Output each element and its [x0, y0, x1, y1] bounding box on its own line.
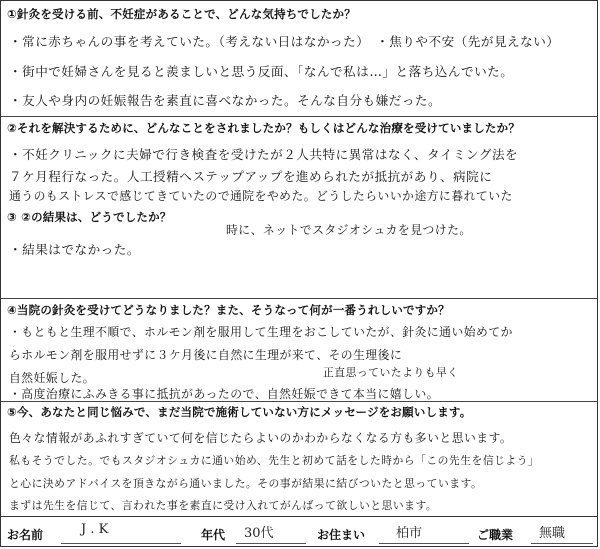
- address-value: 柏市: [396, 526, 423, 541]
- respondent-info-bar: [1, 516, 597, 549]
- answer-4-line-1: ・もともと生理不順で、ホルモン剤を服用して生理をおこしていたが、針灸に通い始めてか: [9, 325, 513, 339]
- answer-2-line-1: ・不妊クリニックに夫婦で行き検査を受けたが２人共特に異常はなく、タイミング法を: [9, 147, 519, 162]
- question-5-title: ⑤今、あなたと同じ悩みで、まだ当院で施術していない方にメッセージをお願いします。: [7, 405, 472, 419]
- section-divider: [1, 298, 597, 299]
- age-value: 30代: [244, 526, 274, 541]
- answer-2-line-2: ７ケ月程行なった。人工授精へステップアップを進められたが抵抗があり、病院に: [9, 169, 493, 184]
- name-underline: [61, 543, 181, 544]
- answer-4-line-3: 自然妊娠した。: [9, 371, 96, 385]
- section-divider: [1, 401, 597, 402]
- age-underline: [236, 543, 306, 544]
- answer-5-line-2: 私もそうでした。でもスタジオシュカに通い始め、先生と初めて話をした時から「この先生を信じよう」: [9, 454, 540, 467]
- answer-3-line-1: ・結果はでなかった。: [9, 242, 140, 257]
- answer-2-line-4: 時に、ネットでスタジオシュカを見つけた。: [226, 223, 472, 237]
- answer-4-insertion: 正直思っていたよりも早く: [323, 366, 459, 379]
- occupation-label: ご職業: [477, 528, 514, 542]
- answer-1-line-1: ・常に赤ちゃんの事を考えていた。（考えない日はなかった） ・焦りや不安（先が見えない）: [9, 34, 560, 49]
- question-3-title: ③ ②の結果は、どうでしたか？: [7, 210, 172, 224]
- section-divider: [1, 116, 597, 117]
- occupation-underline: [531, 543, 593, 544]
- question-1-title: ①針灸を受ける前、不妊症があることで、どんな気持ちでしたか？: [7, 7, 356, 21]
- occupation-value: 無職: [539, 526, 566, 541]
- answer-5-line-4: まずは先生を信じて、言われた事を素直に受け入れてがんばって欲しいと思います。: [9, 499, 438, 512]
- name-value: J . K: [81, 522, 109, 537]
- question-4-title: ④当院の針灸を受けてどうなりました？また、そうなって何が一番うれしいですか？: [7, 303, 450, 317]
- address-label: お住まい: [317, 528, 366, 542]
- answer-4-line-2: らホルモン剤を服用せずに３ケ月後に自然に生理が来て、その生理後に: [9, 348, 403, 362]
- name-label: お名前: [7, 528, 44, 542]
- answer-2-line-3: 通うのもストレスで感じてきていたので通院をやめた。どうしたらいいか途方に暮れていた: [9, 189, 513, 203]
- answer-1-line-3: ・友人や身内の妊娠報告を素直に喜べなかった。そんな自分も嫌だった。: [9, 93, 442, 108]
- answer-1-line-2: ・街中で妊婦さんを見ると羨ましいと思う反面、「なんで私は…」と落ち込んでいた。: [9, 64, 514, 79]
- age-label: 年代: [201, 528, 226, 542]
- question-2-title: ②それを解決するために、どんなことをされましたか？もしくはどんな治療を受けていましたか？: [7, 121, 521, 135]
- answer-5-line-1: 色々な情報があふれすぎていて何を信じたらよいのかわからなくなる方も多いと思います。: [9, 431, 513, 445]
- address-underline: [379, 543, 469, 544]
- answer-5-line-3: と心に決めアドバイスを頂きながら通いました。その事が結果に結びついたと思っています。: [9, 477, 483, 490]
- answer-4-line-4: ・高度治療にふみきる事に抵抗があったので、自然妊娠できて本当に嬉しい。: [9, 387, 440, 401]
